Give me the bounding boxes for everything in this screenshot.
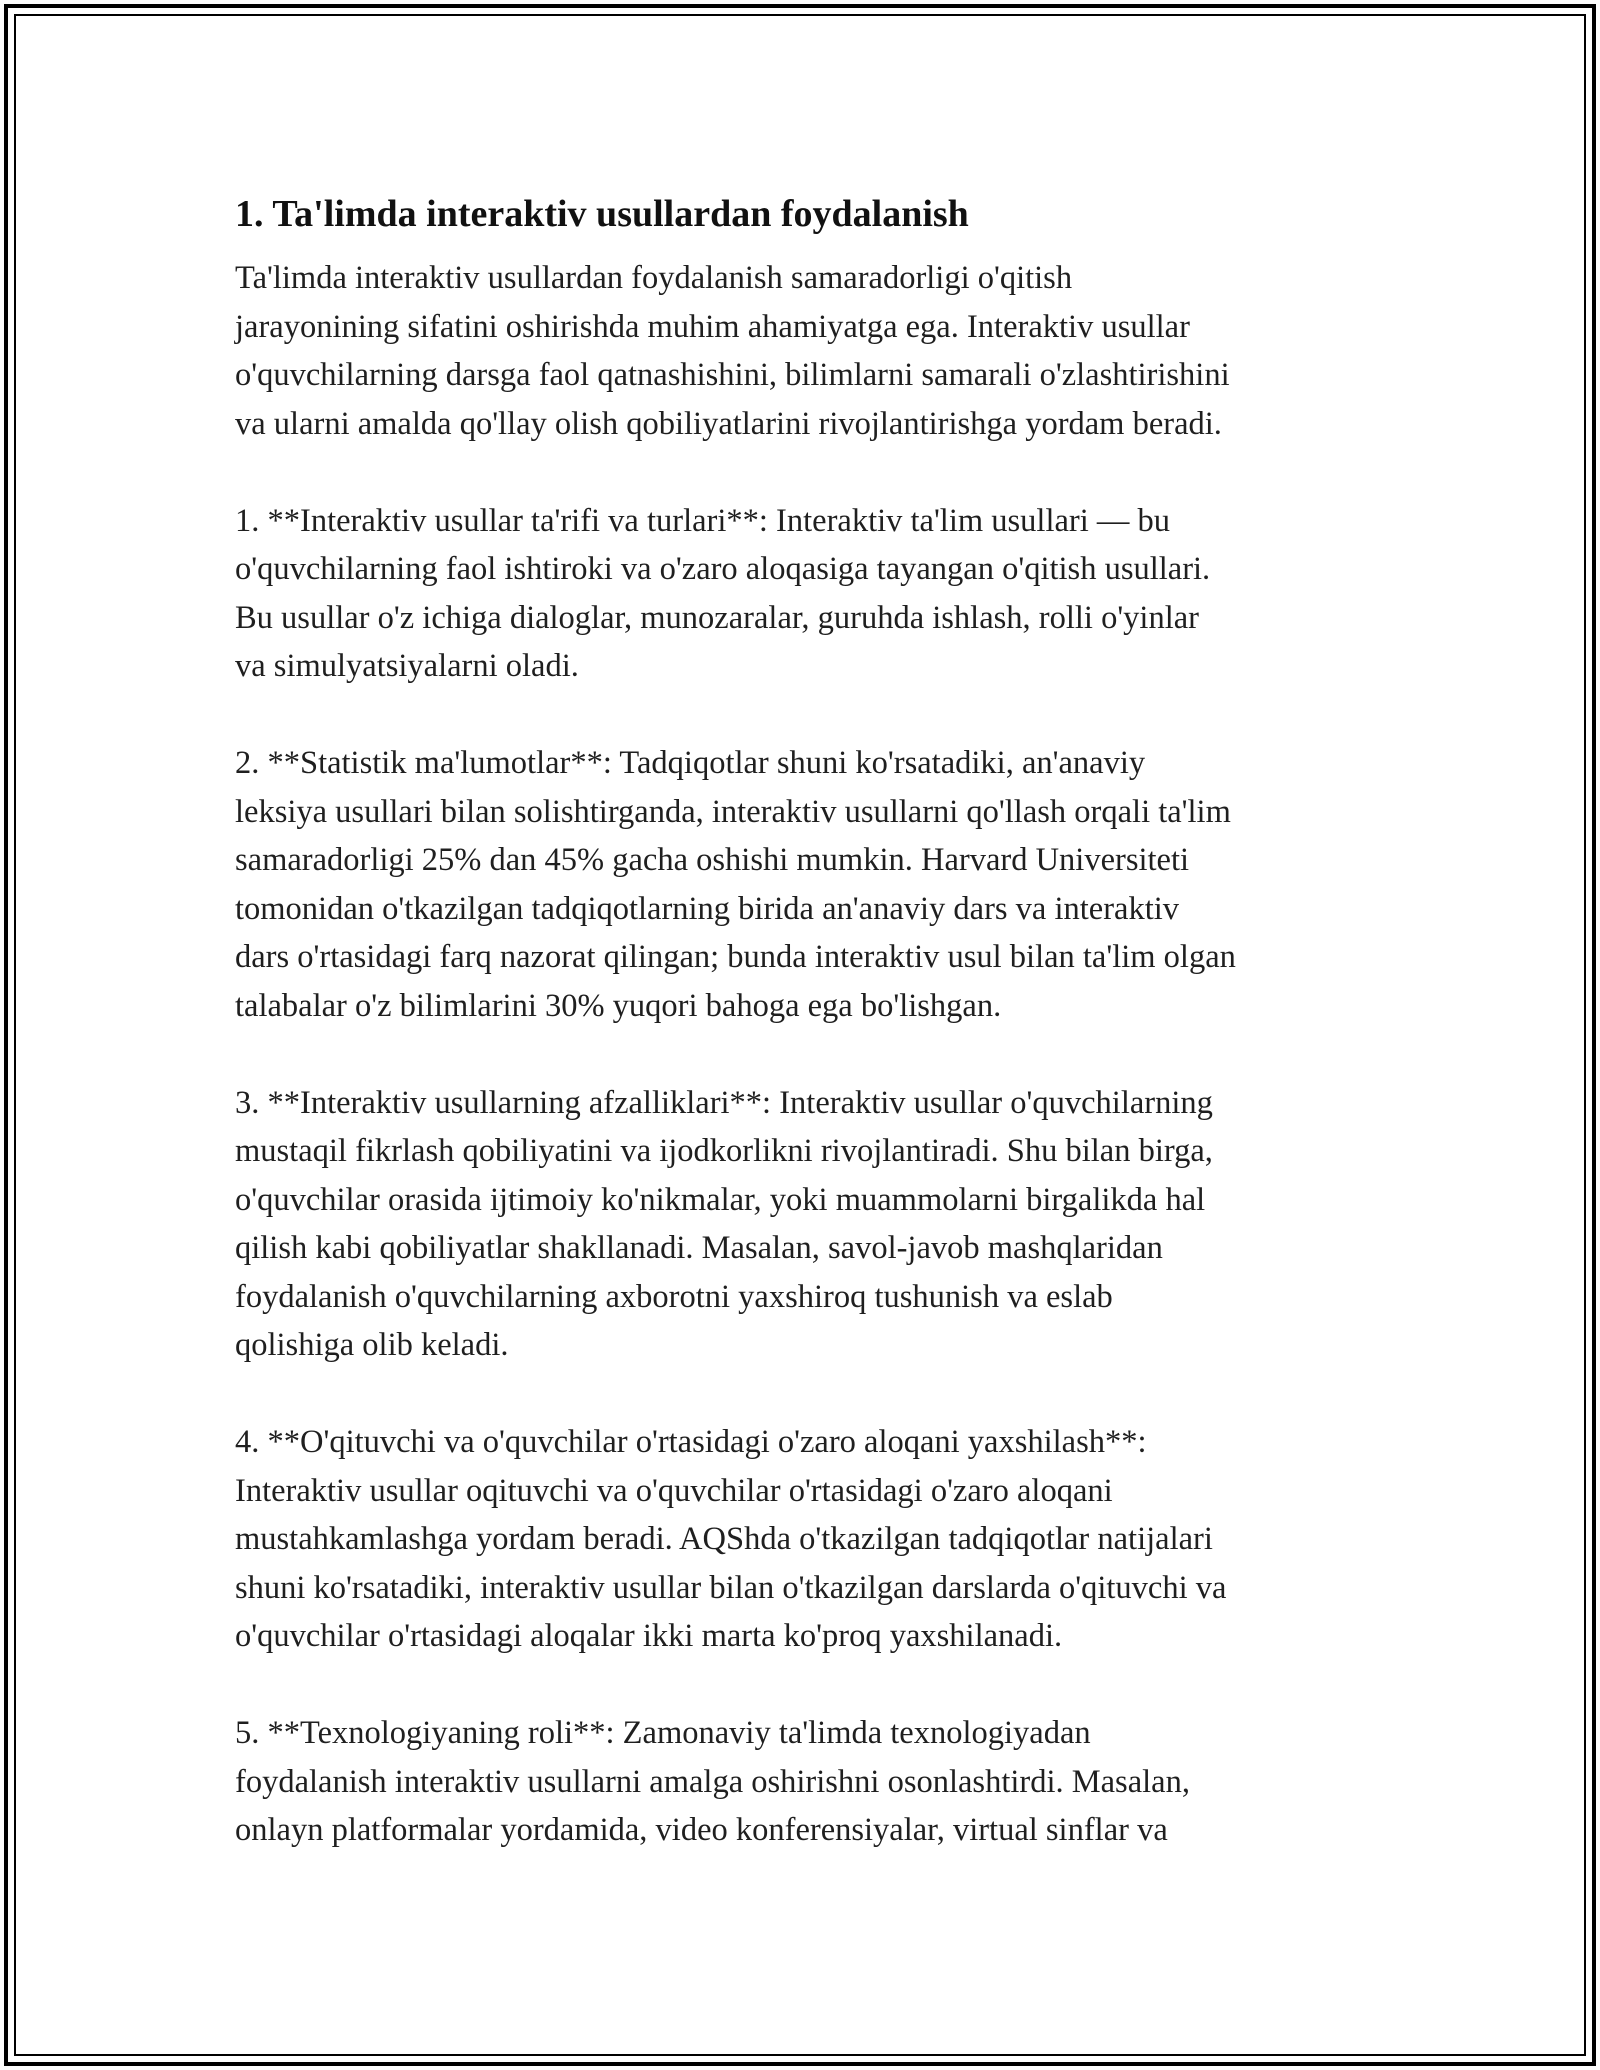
text-line: talabalar o'z bilimlarini 30% yuqori bahoga ega bo'lishgan.: [235, 987, 1002, 1024]
section-1-paragraph: [235, 497, 1385, 691]
text-line: mustaqil fikrlash qobiliyatini va ijodkorlikni rivojlantiradi. Shu bilan birga,: [235, 1133, 1213, 1169]
text-line: onlayn platformalar yordamida, video konferensiyalar, virtual sinflar va: [235, 1812, 1168, 1848]
text-line: 3. **Interaktiv usullarning afzalliklari**: Interaktiv usullar o'quvchilarning: [235, 1084, 1213, 1121]
text-line: jarayonining sifatini oshirishda muhim ahamiyatga ega. Interaktiv usullar: [235, 308, 1190, 345]
text-line: 2. **Statistik ma'lumotlar**: Tadqiqotlar shuni ko'rsatadiki, an'anaviy: [235, 745, 1146, 781]
intro-paragraph: [235, 254, 1385, 448]
text-line: o'quvchilarning faol ishtiroki va o'zaro aloqasiga tayangan o'qitish usullari.: [235, 551, 1211, 587]
text-line: va simulyatsiyalarni oladi.: [235, 648, 579, 684]
text-line: o'quvchilarning darsga faol qatnashishini, bilimlarni samarali o'zlashtirishini: [235, 357, 1230, 393]
text-line: tomonidan o'tkazilgan tadqiqotlarning birida an'anaviy dars va interaktiv: [235, 890, 1180, 927]
text-line: va ularni amalda qo'llay olish qobiliyatlarini rivojlantirishga yordam beradi.: [235, 405, 1222, 442]
text-line: 4. **O'qituvchi va o'quvchilar o'rtasidagi o'zaro aloqani yaxshilash**:: [235, 1424, 1147, 1460]
document-heading: 1. Ta'limda interaktiv usullardan foydalanish: [235, 193, 969, 235]
text-line: samaradorligi 25% dan 45% gacha oshishi mumkin. Harvard Universiteti: [235, 842, 1190, 878]
text-line: foydalanish o'quvchilarning axborotni yaxshiroq tushunish va eslab: [235, 1278, 1113, 1315]
text-line: Ta'limda interaktiv usullardan foydalanish samaradorligi o'qitish: [235, 260, 1073, 296]
text-line: Bu usullar o'z ichiga dialoglar, munozaralar, guruhda ishlash, rolli o'yinlar: [235, 599, 1199, 636]
text-line: o'quvchilar o'rtasidagi aloqalar ikki marta ko'proq yaxshilanadi.: [235, 1618, 1063, 1654]
text-line: leksiya usullari bilan solishtirganda, interaktiv usullarni qo'llash orqali ta'lim: [235, 793, 1231, 830]
text-line: qilish kabi qobiliyatlar shakllanadi. Masalan, savol-javob mashqlaridan: [235, 1230, 1163, 1266]
text-line: shuni ko'rsatadiki, interaktiv usullar bilan o'tkazilgan darslarda o'qituvchi va: [235, 1569, 1227, 1606]
text-line: 5. **Texnologiyaning roli**: Zamonaviy ta'limda texnologiyadan: [235, 1715, 1091, 1751]
section-4-paragraph: [235, 1418, 1385, 1661]
text-line: 1. **Interaktiv usullar ta'rifi va turlari**: Interaktiv ta'lim usullari — bu: [235, 502, 1171, 539]
text-line: mustahkamlashga yordam beradi. AQShda o'tkazilgan tadqiqotlar natijalari: [235, 1521, 1213, 1557]
text-line: qolishiga olib keladi.: [235, 1327, 509, 1363]
section-3-paragraph: [235, 1079, 1385, 1370]
text-line: foydalanish interaktiv usullarni amalga oshirishni osonlashtirdi. Masalan,: [235, 1763, 1190, 1800]
section-5-paragraph: [235, 1709, 1385, 1855]
section-2-paragraph: [235, 739, 1385, 1030]
document-body: [235, 188, 1385, 1855]
text-line: o'quvchilar orasida ijtimoiy ko'nikmalar, yoki muammolarni birgalikda hal: [235, 1181, 1206, 1218]
text-line: Interaktiv usullar oqituvchi va o'quvchilar o'rtasidagi o'zaro aloqani: [235, 1472, 1113, 1509]
text-line: dars o'rtasidagi farq nazorat qilingan; bunda interaktiv usul bilan ta'lim olgan: [235, 939, 1236, 975]
